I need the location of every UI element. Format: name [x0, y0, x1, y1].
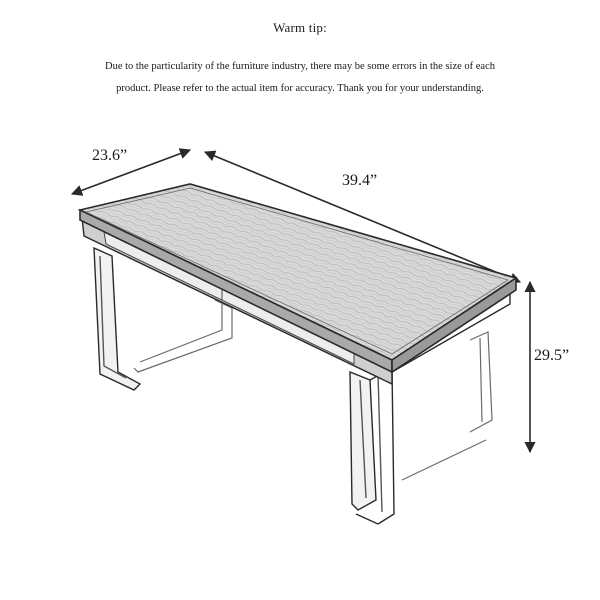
warm-tip-line-2: product. Please refer to the actual item for accuracy. Thank you for your understanding.	[116, 83, 484, 94]
back-left-leg	[134, 300, 232, 372]
length-dimension-label: 39.4”	[342, 172, 378, 189]
front-left-leg	[94, 248, 140, 390]
width-dimension-label: 23.6”	[92, 147, 128, 164]
desk-top	[80, 184, 516, 372]
warm-tip-title: Warm tip:	[273, 20, 327, 35]
front-right-leg	[350, 368, 394, 524]
warm-tip-line-1: Due to the particularity of the furniture industry, there may be some errors in the size of each	[104, 61, 495, 72]
height-dimension-label: 29.5”	[534, 347, 570, 364]
